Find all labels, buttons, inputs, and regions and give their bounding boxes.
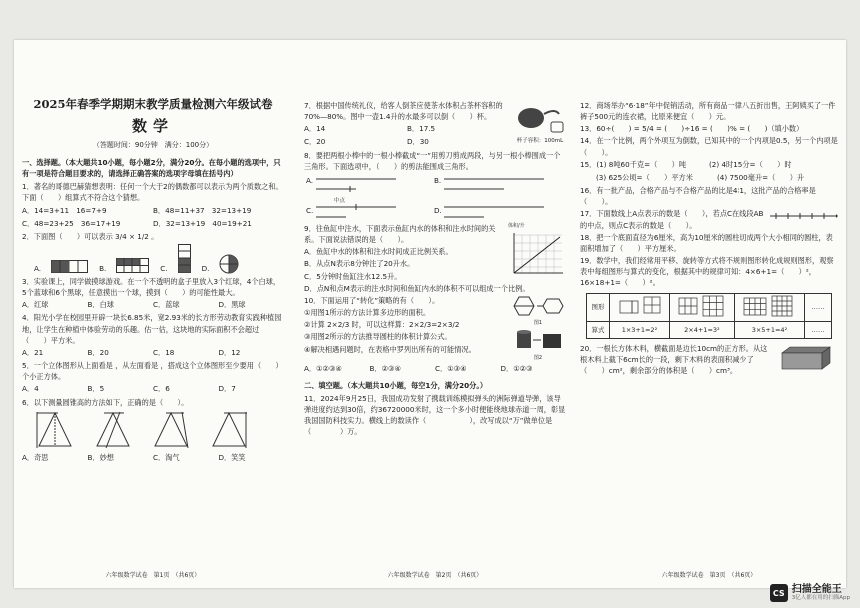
cone-figure-c (152, 410, 190, 450)
question-1: 1．著名的哥德巴赫猜想表明：任何一个大于2的偶数都可以表示为两个质数之和。下面（ ）组算式不符合这个猜想。 (22, 182, 283, 203)
q1-option-a: A．14=3+11 16=7+9 (22, 205, 107, 215)
q7-option-c: C．20 (304, 137, 326, 147)
q8-option-c: C. (306, 205, 314, 215)
q20-wood-block-icon (778, 343, 838, 373)
question-2-figures (34, 244, 284, 274)
section-1-heading: 一、选择题。（本大题共10小题，每小题2分，满分20分。在每小题的选项中，只有一项是符合题目要求的，请选择正确答案的选项字母填在括号内） (22, 157, 281, 179)
question-7: 7．根据中国传统礼仪，给客人倒茶应使茶水体积占茶杯容积的70%—80%。图中一壶1.4升的水最多可以倒（ ）杯。 (304, 101, 503, 122)
question-5: 5．一个立体图形从上面看是 ，从左面看是 ，搭成这个立体图形至少要用（ ）个小正方体。 (22, 361, 283, 382)
question-6: 6．以下测量圆锥高的方法如下，正确的是（ ）。 (22, 397, 189, 407)
q19-figure-1 (610, 293, 670, 321)
q9-graph-ylabel: 体积/升 (508, 222, 525, 229)
question-7-options-row1 (304, 123, 510, 134)
q6-option-d: D．笑笑 (218, 452, 246, 462)
q3-option-a: A．红球 (22, 300, 49, 310)
q10-item-1: ①用图1所示的方法计算多边形的面积。 (304, 308, 431, 318)
question-7-options-row2 (304, 136, 510, 147)
q10-fig1-label: 图1 (533, 320, 543, 327)
q10-figure-2-cylinder (511, 328, 565, 352)
q19-figure-2 (669, 293, 734, 321)
q9-option-b: B．从点N表示8分钟注了20升水。 (304, 259, 415, 269)
page-1-footer: 六年级数学试卷 第1页 （共6页） (105, 571, 201, 579)
cone-figure-b (94, 410, 132, 450)
cone-figure-a (36, 410, 74, 450)
q10-option-d: D．①②③ (500, 363, 533, 373)
question-7-body (304, 100, 510, 150)
scanner-watermark (770, 584, 850, 602)
page-1-column (22, 40, 284, 588)
q2-option-b: B. (99, 263, 107, 273)
question-9: 9．往鱼缸中注水，下面表示鱼缸内水的体积和注水时间的关系。下面说法错误的是（ ）。 (304, 223, 496, 245)
teapot-figure (514, 100, 566, 150)
q19-formula-2: 2×4+1=3² (669, 321, 734, 338)
q2-figure-c (178, 244, 192, 274)
q5-option-c: C．6 (153, 384, 170, 394)
q10-option-b: B．②③④ (369, 363, 401, 373)
scanner-app-name: 扫描全能王 (791, 583, 842, 595)
q15-item-4: (4) 7500毫升=（ ）升 (717, 172, 805, 182)
q19-figure-row (587, 293, 832, 321)
section-2-heading: 二、填空题。（本大题共10小题，每空1分，满分20分。） (304, 380, 488, 390)
scanner-tagline: 3亿人都在用的扫描App (791, 594, 850, 601)
cone-figure-d (210, 410, 248, 450)
question-7-block (304, 100, 566, 150)
q6-option-c: C．淘气 (153, 452, 180, 462)
question-20-block (580, 343, 838, 377)
q2-option-a: A. (34, 263, 42, 273)
page-3-column (580, 40, 838, 588)
question-15-row2 (580, 172, 838, 183)
q19-figure-ellipsis: …… (805, 293, 832, 321)
q19-formula-ellipsis: …… (805, 321, 832, 338)
q7-option-b: B．17.5 (407, 124, 436, 134)
question-8-figures (304, 173, 566, 223)
question-3-options (22, 299, 284, 310)
question-4: 4．阳光小学在校园里开辟一块长6.85米，宽2.93米的长方形劳动教育实践种植园地，让学生在种植中体验劳动的乐趣。估一估，这块地的实际面积不会超过（ ）平方米。 (22, 313, 282, 345)
q19-formula-3: 3×5+1=4² (734, 321, 804, 338)
question-12: 12．商场举办“6·18”年中促销活动，所有商品一律八五折出售，王阿姨买了一件裤子500元的连衣裙，比原来便宜（ ）元。 (580, 101, 836, 122)
question-11: 11．2024年9月25日，我国成功发射了携载训练模拟弹头的洲际弹道导弹，该导弹进度约达到30倍，约36720000米时，这一个多小时便能绕地球赤道一周，彰显我国国防科技实力。横线上的数读作（ ），改写成以“万”做单位是（ ）万。 (304, 394, 566, 437)
exam-subject: 数学 (131, 116, 174, 135)
q15-item-2: (2) 4时15分=（ ）时 (709, 159, 792, 169)
question-6-options (22, 452, 284, 463)
q2-option-d: D. (201, 263, 210, 273)
question-2: 2．下面图（ ）可以表示 3/4 × 1/2 。 (22, 231, 159, 241)
q2-figure-d (219, 254, 239, 274)
q8-option-b: B. (434, 175, 442, 185)
question-19: 19．数学中，我们经常用平移、旋转等方式将不规则图形转化成规则图形，观察表中每组图形与算式的变化，根据其中的规律可知：4×6+1=（ ）²，16×18+1=（ ）²。 (580, 256, 834, 288)
q19-pattern-table (586, 293, 832, 339)
q1-option-c: C．48=23+25 36=17+19 (22, 218, 121, 228)
q8-figure-c (316, 203, 416, 223)
q5-option-a: A．4 (22, 384, 39, 394)
q4-option-b: B．20 (87, 347, 109, 357)
q19-row1-label: 图形 (587, 293, 610, 321)
q8-figure-a (316, 173, 406, 195)
q9-graph-plot (508, 231, 564, 277)
q10-option-c: C．①③④ (435, 363, 467, 373)
q8-midpoint-label: 中点 (334, 197, 346, 204)
question-6-figures (36, 410, 284, 450)
q8-figure-d (444, 203, 554, 223)
q3-option-c: C．蓝球 (153, 300, 180, 310)
teapot-cup-icon (515, 100, 565, 134)
q19-row2-label: 算式 (587, 321, 610, 338)
q15-item-3: (3) 625公顷=（ ）平方米 (596, 172, 693, 182)
question-9-body (304, 223, 504, 283)
q6-option-a: A．奇思 (22, 452, 49, 462)
question-3: 3．实验课上，同学做摸球游戏。在一个不透明的盒子里放入3个红球，4个白球，5个蓝球和6个黑球，任意摸出一个球，摸到（ ）的可能性最大。 (22, 277, 281, 298)
q1-option-d: D．32=13+19 40=19+21 (153, 218, 252, 228)
q8-option-d: D. (434, 205, 442, 215)
question-20: 20．一根长方体木料，横截面是边长10cm的正方形。从这根木料上截下6cm长的一段，剩下木料的表面积减少了（ ）cm²，剩余部分的体积是（ ）cm³。 (580, 343, 768, 375)
question-10-options (304, 363, 566, 374)
question-14: 14．在一个比例，两个外项互为倒数，已知其中的一个内项是0.5，另一个内项是（ ）。 (580, 136, 838, 157)
exam-meta: （答题时间：90分钟 满分：100分） (92, 141, 214, 150)
question-17-block (580, 208, 838, 231)
q2-figure-b (116, 258, 150, 274)
q2-figure-a (51, 260, 89, 274)
q5-option-d: D．7 (218, 384, 236, 394)
question-16: 16．有一批产品，合格产品与不合格产品的比是4∶1，这批产品的合格率是（ ）。 (580, 186, 816, 207)
q9-option-d: D．点N和点M表示的注水时间和鱼缸内水的体积不可以组成一个比例。 (304, 283, 530, 293)
page-2-footer: 六年级数学试卷 第2页 （共6页） (387, 571, 483, 579)
question-5-options (22, 383, 284, 394)
page-3-footer: 六年级数学试卷 第3页 （共6页） (661, 571, 757, 579)
q19-formula-1: 1×3+1=2² (610, 321, 670, 338)
q4-option-c: C．18 (153, 347, 175, 357)
scanner-text (792, 585, 850, 602)
q6-option-b: B．妙想 (87, 452, 114, 462)
page-2-column (304, 40, 566, 588)
question-4-options (22, 347, 284, 358)
q7-option-a: A．14 (304, 124, 326, 134)
q10-option-a: A．①②③④ (304, 363, 342, 373)
scanner-logo-icon: CS (770, 584, 788, 602)
q4-option-d: D．12 (218, 347, 241, 357)
q1-option-b: B．48=11+37 32=13+19 (153, 205, 252, 215)
cup-capacity-label: 杯子容积：100mL (516, 138, 564, 145)
q5-option-b: B．5 (87, 384, 105, 394)
q19-formula-row (587, 321, 832, 338)
q10-item-3: ③用图2所示的方法推导圆柱的体积计算公式。 (304, 332, 452, 342)
question-15-row1 (580, 159, 838, 170)
question-8: 8．要把两根小棒中的一根小棒截成“一”用剪刀剪成两段，与另一根小棒围成一个三角形。下面选项中，（ ）的剪法能围成三角形。 (304, 150, 561, 171)
q8-figure-b (444, 173, 554, 195)
q8-option-a: A. (306, 175, 314, 185)
question-1-options-row1 (22, 205, 284, 216)
q4-option-a: A．21 (22, 347, 44, 357)
question-1-options-row2 (22, 218, 284, 229)
question-10-block (304, 295, 566, 363)
question-13: 13．60÷( ) = 5/4 = ( )÷16 = ( )% = ( )（填小数） (580, 124, 804, 134)
q9-option-a: A．鱼缸中水的体积和注水时间成正比例关系。 (304, 247, 453, 257)
q9-graph (508, 223, 566, 283)
q9-option-c: C．5分钟时鱼缸注水12.5升。 (304, 271, 402, 281)
q17-number-line (768, 208, 838, 224)
q3-option-b: B．白球 (87, 300, 114, 310)
q2-option-c: C. (160, 263, 168, 273)
exam-sheet (14, 40, 846, 588)
question-9-block (304, 223, 566, 283)
exam-title: 2025年春季学期期末教学质量检测六年级试卷 (33, 97, 273, 111)
question-10-body (304, 295, 506, 363)
q10-figures (510, 295, 566, 363)
q3-option-d: D．黑球 (218, 300, 246, 310)
q10-item-4: ④解决相遇问题时，在表格中罗列出所有的可能情况。 (304, 344, 476, 354)
q10-item-2: ②计算 2×2/3 时，可以这样算：2×2/3=2×3/2 (304, 320, 460, 330)
question-10: 10．下面运用了“转化”策略的有（ ）。 (304, 295, 440, 305)
question-17: 17．下面数线上A点表示的数是（ ），若点C在线段AB的中点，则点C表示的数是（ ）。 (580, 209, 764, 230)
q19-figure-3 (734, 293, 804, 321)
q10-fig2-label: 图2 (533, 354, 543, 361)
q15-item-1: 15．(1) 8吨60千克=（ ）吨 (580, 159, 687, 169)
q10-figure-1-hexagon (511, 295, 565, 317)
q7-option-d: D．30 (407, 137, 429, 147)
question-18: 18．把一个底面直径为6厘米，高为10厘米的圆柱切成两个大小相同的圆柱，表面积增加了（ ）平方厘米。 (580, 232, 833, 253)
